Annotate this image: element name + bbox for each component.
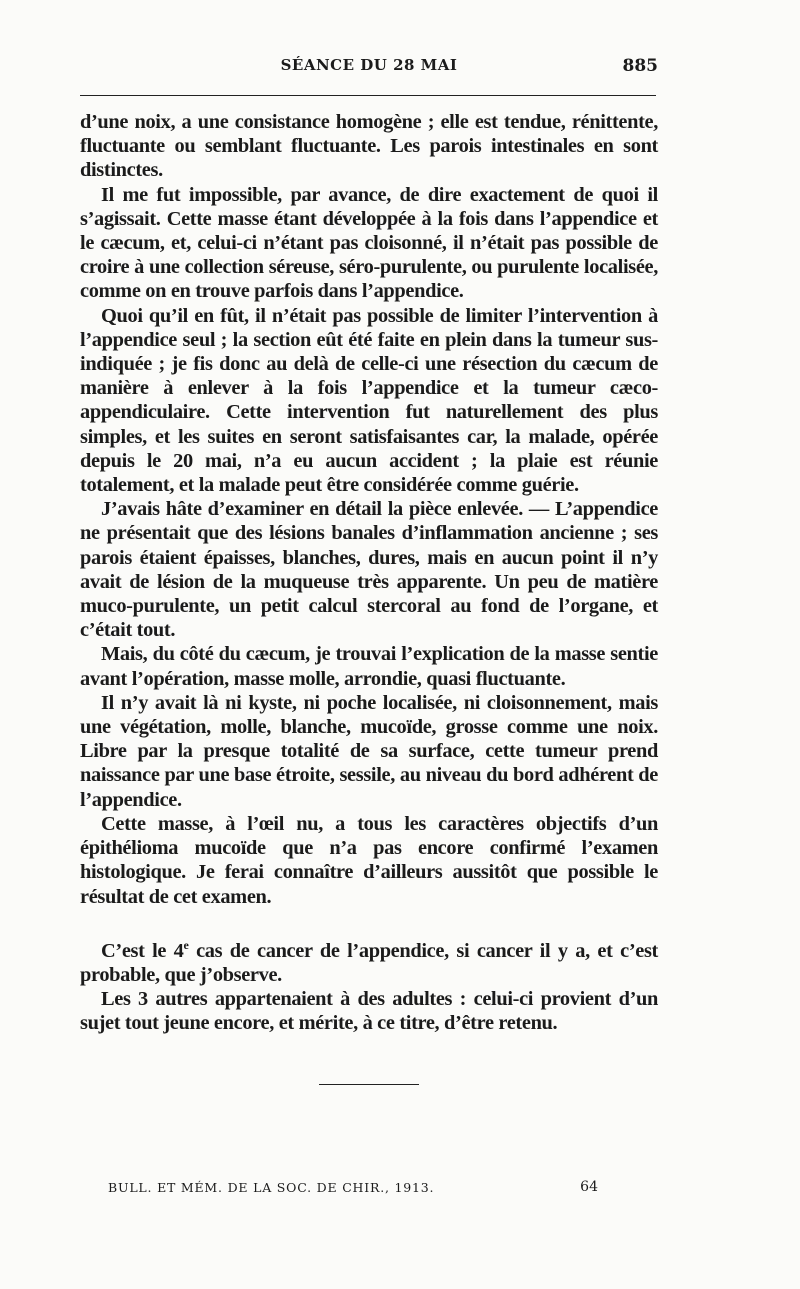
end-rule [319, 1084, 419, 1085]
page-number: 885 [622, 56, 658, 76]
page-header [80, 56, 658, 82]
running-title: SÉANCE DU 28 MAI [280, 56, 458, 74]
closing-paragraph [80, 933, 658, 987]
paragraph: J’avais hâte d’examiner en détail la pièce enlevée. — L’appendice ne présentait que des lésions banales d’inflammation ancienne ; ses parois étaient épaisses, blanches, dures, mais en aucun point il n’y avait de lésion de la muqueuse très apparente. Un peu de matière muco-purulente, un petit calcul stercoral au fond de l’organe, et c’était tout. [80, 498, 658, 642]
closing-text-start: C’est le 4 [101, 939, 184, 962]
body-text [80, 110, 658, 1035]
journal-citation: BULL. ET MÉM. DE LA SOC. DE CHIR., 1913. [108, 1180, 435, 1195]
ordinal-superscript: e [183, 937, 189, 952]
paragraph-gap [80, 909, 658, 933]
closing-paragraph: Les 3 autres appartenaient à des adultes : celui-ci provient d’un sujet tout jeune encore, et mérite, à ce titre, d’être retenu. [80, 987, 658, 1035]
paragraph: Mais, du côté du cæcum, je trouvai l’explication de la masse sentie avant l’opération, masse molle, arrondie, quasi fluctuante. [80, 643, 658, 690]
paragraph: Il me fut impossible, par avance, de dire exactement de quoi il s’agissait. Cette masse étant développée à la fois dans l’appendice et le cæcum, et, celui-ci n’étant pas cloisonné, il n’était pas possible de croire à une collection séreuse, séro-purulente, ou purulente localisée, comme on en trouve parfois dans l’appendice. [80, 183, 658, 303]
header-rule [80, 95, 656, 96]
paragraph: Il n’y avait là ni kyste, ni poche localisée, ni cloisonnement, mais une végétation, molle, blanche, mucoïde, grosse comme une noix. Libre par la presque totalité de sa surface, cette tumeur prend naissance par une base étroite, sessile, au niveau du bord adhérent de l’appendice. [80, 691, 658, 811]
paragraph: Cette masse, à l’œil nu, a tous les caractères objectifs d’un épithélioma mucoïde que n’a pas encore confirmé l’examen histologique. Je ferai connaître d’ailleurs aussitôt que possible le résultat de cet examen. [80, 812, 658, 908]
paragraph: d’une noix, a une consistance homogène ; elle est tendue, rénittente, fluctuante ou semblant fluctuante. Les parois intestinales en sont distinctes. [80, 111, 658, 182]
signature-mark: 64 [580, 1179, 598, 1195]
closing-text-end: cas de cancer de l’appendice, si cancer il y a, et c’est probable, que j’observe. [80, 939, 658, 986]
paragraph: Quoi qu’il en fût, il n’était pas possible de limiter l’intervention à l’appendice seul ; la section eût été faite en plein dans la tumeur sus-indiquée ; je fis donc au delà de celle-ci une résection du cæcum de manière à enlever à la fois l’appendice et la tumeur cæco-appendiculaire. Cette intervention fut naturellement des plus simples, et les suites en seront satisfaisantes car, la malade, opérée depuis le 20 mai, n’a eu aucun accident ; la plaie est réunie totalement, et la malade peut être considérée comme guérie. [80, 304, 658, 497]
page-footer [108, 1180, 598, 1200]
